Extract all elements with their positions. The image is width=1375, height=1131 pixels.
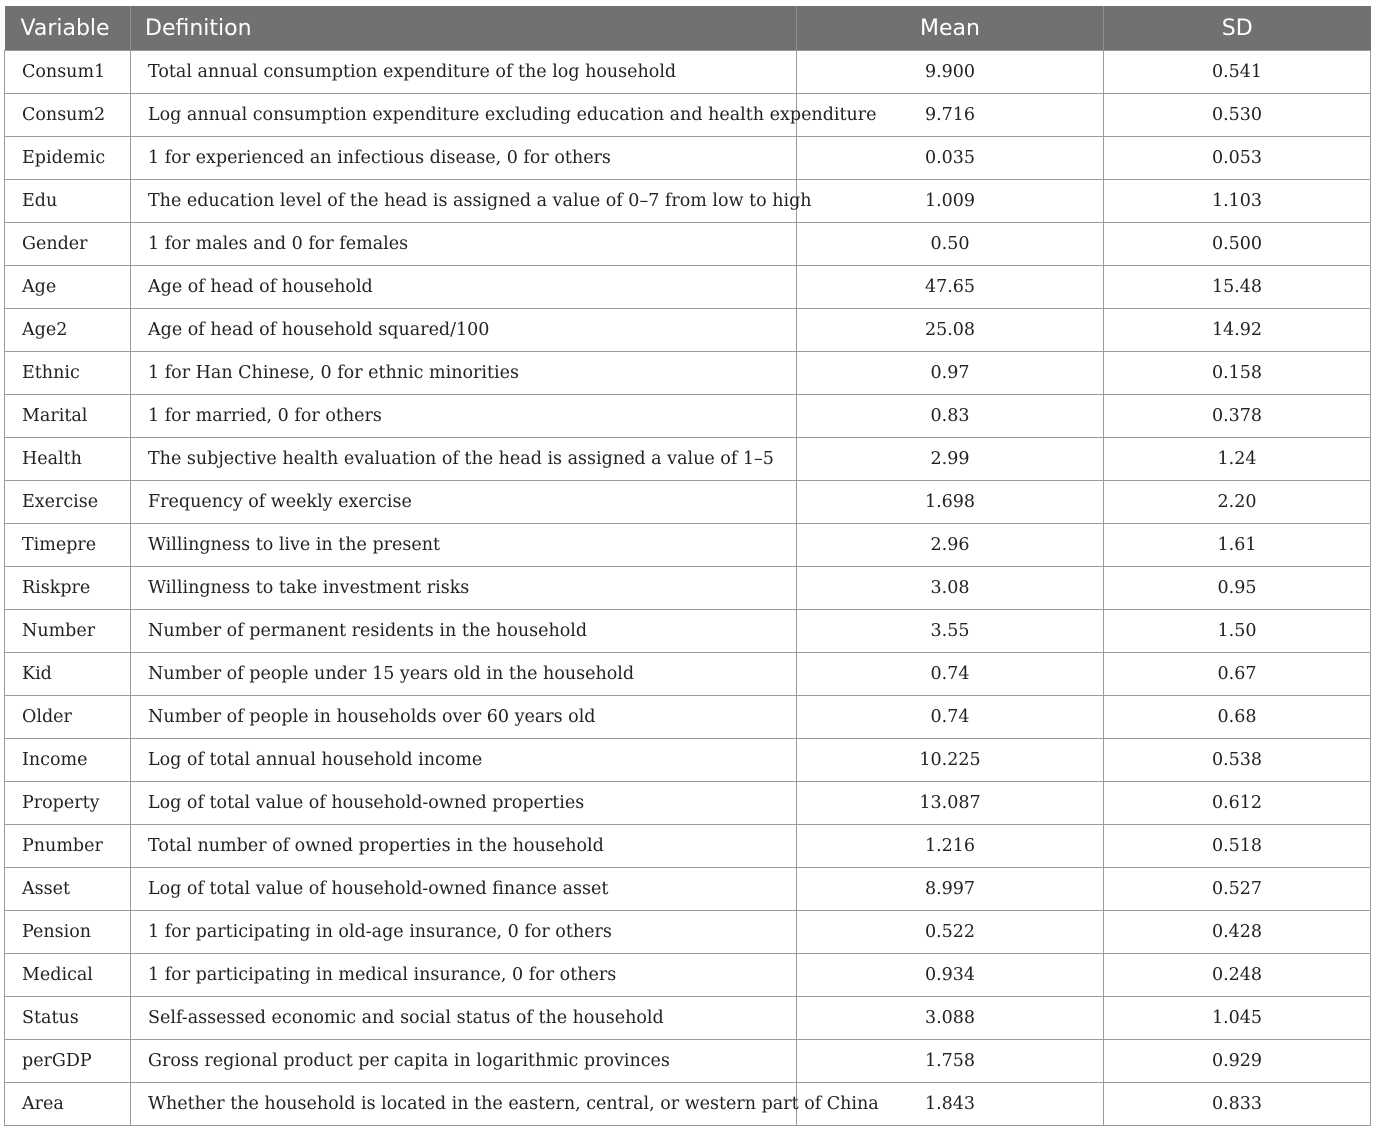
table-row bbox=[5, 868, 1371, 911]
table-row bbox=[5, 1083, 1371, 1126]
header-definition: Definition bbox=[131, 6, 797, 51]
table-row bbox=[5, 696, 1371, 739]
cell-sd: 0.833 bbox=[1104, 1083, 1371, 1126]
cell-mean: 0.934 bbox=[797, 954, 1104, 997]
cell-sd: 0.527 bbox=[1104, 868, 1371, 911]
table-row bbox=[5, 997, 1371, 1040]
cell-variable: Pnumber bbox=[5, 825, 131, 868]
cell-sd: 0.530 bbox=[1104, 94, 1371, 137]
cell-definition: Age of head of household squared/100 bbox=[131, 309, 797, 352]
cell-sd: 1.50 bbox=[1104, 610, 1371, 653]
cell-sd: 0.248 bbox=[1104, 954, 1371, 997]
cell-sd: 1.24 bbox=[1104, 438, 1371, 481]
cell-mean: 9.716 bbox=[797, 94, 1104, 137]
cell-mean: 25.08 bbox=[797, 309, 1104, 352]
table-row bbox=[5, 567, 1371, 610]
cell-variable: perGDP bbox=[5, 1040, 131, 1083]
table-row bbox=[5, 782, 1371, 825]
cell-mean: 47.65 bbox=[797, 266, 1104, 309]
cell-sd: 15.48 bbox=[1104, 266, 1371, 309]
cell-definition: Log of total value of household-owned finance asset bbox=[131, 868, 797, 911]
table-row bbox=[5, 481, 1371, 524]
cell-definition: Total annual consumption expenditure of the log household bbox=[131, 51, 797, 94]
table-row bbox=[5, 954, 1371, 997]
cell-variable: Riskpre bbox=[5, 567, 131, 610]
table-row bbox=[5, 180, 1371, 223]
cell-mean: 9.900 bbox=[797, 51, 1104, 94]
cell-definition: Total number of owned properties in the household bbox=[131, 825, 797, 868]
table-row bbox=[5, 51, 1371, 94]
table-row bbox=[5, 825, 1371, 868]
cell-mean: 0.83 bbox=[797, 395, 1104, 438]
cell-sd: 0.929 bbox=[1104, 1040, 1371, 1083]
cell-variable: Area bbox=[5, 1083, 131, 1126]
cell-variable: Epidemic bbox=[5, 137, 131, 180]
table-body bbox=[5, 51, 1371, 1126]
cell-mean: 10.225 bbox=[797, 739, 1104, 782]
cell-sd: 2.20 bbox=[1104, 481, 1371, 524]
header-sd: SD bbox=[1104, 6, 1371, 51]
cell-variable: Status bbox=[5, 997, 131, 1040]
header-mean: Mean bbox=[797, 6, 1104, 51]
table-row bbox=[5, 309, 1371, 352]
table-row bbox=[5, 1040, 1371, 1083]
cell-sd: 0.67 bbox=[1104, 653, 1371, 696]
cell-sd: 0.68 bbox=[1104, 696, 1371, 739]
cell-variable: Consum1 bbox=[5, 51, 131, 94]
table-row bbox=[5, 266, 1371, 309]
cell-mean: 8.997 bbox=[797, 868, 1104, 911]
cell-definition: The education level of the head is assigned a value of 0–7 from low to high bbox=[131, 180, 797, 223]
cell-variable: Medical bbox=[5, 954, 131, 997]
cell-mean: 1.216 bbox=[797, 825, 1104, 868]
table-row bbox=[5, 137, 1371, 180]
cell-variable: Age bbox=[5, 266, 131, 309]
table-row bbox=[5, 223, 1371, 266]
cell-mean: 1.758 bbox=[797, 1040, 1104, 1083]
cell-definition: Whether the household is located in the eastern, central, or western part of China bbox=[131, 1083, 797, 1126]
cell-mean: 2.96 bbox=[797, 524, 1104, 567]
cell-sd: 0.053 bbox=[1104, 137, 1371, 180]
cell-mean: 0.74 bbox=[797, 696, 1104, 739]
cell-mean: 1.698 bbox=[797, 481, 1104, 524]
cell-sd: 0.518 bbox=[1104, 825, 1371, 868]
cell-definition: Self-assessed economic and social status of the household bbox=[131, 997, 797, 1040]
cell-definition: Gross regional product per capita in logarithmic provinces bbox=[131, 1040, 797, 1083]
cell-definition: The subjective health evaluation of the head is assigned a value of 1–5 bbox=[131, 438, 797, 481]
cell-sd: 0.538 bbox=[1104, 739, 1371, 782]
cell-definition: 1 for experienced an infectious disease, 0 for others bbox=[131, 137, 797, 180]
cell-mean: 0.74 bbox=[797, 653, 1104, 696]
cell-definition: Log of total annual household income bbox=[131, 739, 797, 782]
cell-definition: 1 for Han Chinese, 0 for ethnic minorities bbox=[131, 352, 797, 395]
cell-definition: Log annual consumption expenditure excluding education and health expenditure bbox=[131, 94, 797, 137]
cell-variable: Number bbox=[5, 610, 131, 653]
cell-mean: 2.99 bbox=[797, 438, 1104, 481]
cell-sd: 0.95 bbox=[1104, 567, 1371, 610]
cell-variable: Asset bbox=[5, 868, 131, 911]
cell-variable: Timepre bbox=[5, 524, 131, 567]
cell-mean: 3.088 bbox=[797, 997, 1104, 1040]
cell-mean: 0.522 bbox=[797, 911, 1104, 954]
cell-mean: 0.97 bbox=[797, 352, 1104, 395]
cell-variable: Consum2 bbox=[5, 94, 131, 137]
table-row bbox=[5, 94, 1371, 137]
cell-mean: 0.035 bbox=[797, 137, 1104, 180]
cell-definition: Willingness to live in the present bbox=[131, 524, 797, 567]
cell-variable: Pension bbox=[5, 911, 131, 954]
table-header bbox=[5, 6, 1371, 51]
cell-sd: 0.500 bbox=[1104, 223, 1371, 266]
cell-sd: 0.428 bbox=[1104, 911, 1371, 954]
cell-mean: 1.009 bbox=[797, 180, 1104, 223]
cell-definition: 1 for participating in old-age insurance, 0 for others bbox=[131, 911, 797, 954]
cell-variable: Exercise bbox=[5, 481, 131, 524]
cell-definition: 1 for males and 0 for females bbox=[131, 223, 797, 266]
cell-sd: 0.612 bbox=[1104, 782, 1371, 825]
table-row bbox=[5, 739, 1371, 782]
table-row bbox=[5, 352, 1371, 395]
cell-definition: Willingness to take investment risks bbox=[131, 567, 797, 610]
header-variable: Variable bbox=[5, 6, 131, 51]
cell-sd: 0.158 bbox=[1104, 352, 1371, 395]
cell-mean: 3.08 bbox=[797, 567, 1104, 610]
cell-variable: Age2 bbox=[5, 309, 131, 352]
cell-definition: Number of people in households over 60 years old bbox=[131, 696, 797, 739]
cell-sd: 1.103 bbox=[1104, 180, 1371, 223]
cell-variable: Older bbox=[5, 696, 131, 739]
cell-definition: 1 for participating in medical insurance, 0 for others bbox=[131, 954, 797, 997]
cell-variable: Kid bbox=[5, 653, 131, 696]
cell-variable: Property bbox=[5, 782, 131, 825]
cell-definition: Age of head of household bbox=[131, 266, 797, 309]
cell-sd: 14.92 bbox=[1104, 309, 1371, 352]
cell-mean: 13.087 bbox=[797, 782, 1104, 825]
table-row bbox=[5, 911, 1371, 954]
cell-sd: 1.61 bbox=[1104, 524, 1371, 567]
cell-mean: 1.843 bbox=[797, 1083, 1104, 1126]
cell-variable: Marital bbox=[5, 395, 131, 438]
table-row bbox=[5, 653, 1371, 696]
header-row bbox=[5, 6, 1371, 51]
cell-definition: Number of people under 15 years old in the household bbox=[131, 653, 797, 696]
cell-definition: Frequency of weekly exercise bbox=[131, 481, 797, 524]
cell-definition: Log of total value of household-owned properties bbox=[131, 782, 797, 825]
table-row bbox=[5, 610, 1371, 653]
cell-mean: 3.55 bbox=[797, 610, 1104, 653]
cell-sd: 0.378 bbox=[1104, 395, 1371, 438]
variables-table bbox=[4, 6, 1371, 1126]
cell-variable: Edu bbox=[5, 180, 131, 223]
cell-definition: Number of permanent residents in the household bbox=[131, 610, 797, 653]
cell-mean: 0.50 bbox=[797, 223, 1104, 266]
table-row bbox=[5, 438, 1371, 481]
cell-definition: 1 for married, 0 for others bbox=[131, 395, 797, 438]
table-row bbox=[5, 395, 1371, 438]
cell-variable: Income bbox=[5, 739, 131, 782]
cell-variable: Gender bbox=[5, 223, 131, 266]
cell-variable: Health bbox=[5, 438, 131, 481]
table-row bbox=[5, 524, 1371, 567]
cell-sd: 0.541 bbox=[1104, 51, 1371, 94]
cell-sd: 1.045 bbox=[1104, 997, 1371, 1040]
cell-variable: Ethnic bbox=[5, 352, 131, 395]
